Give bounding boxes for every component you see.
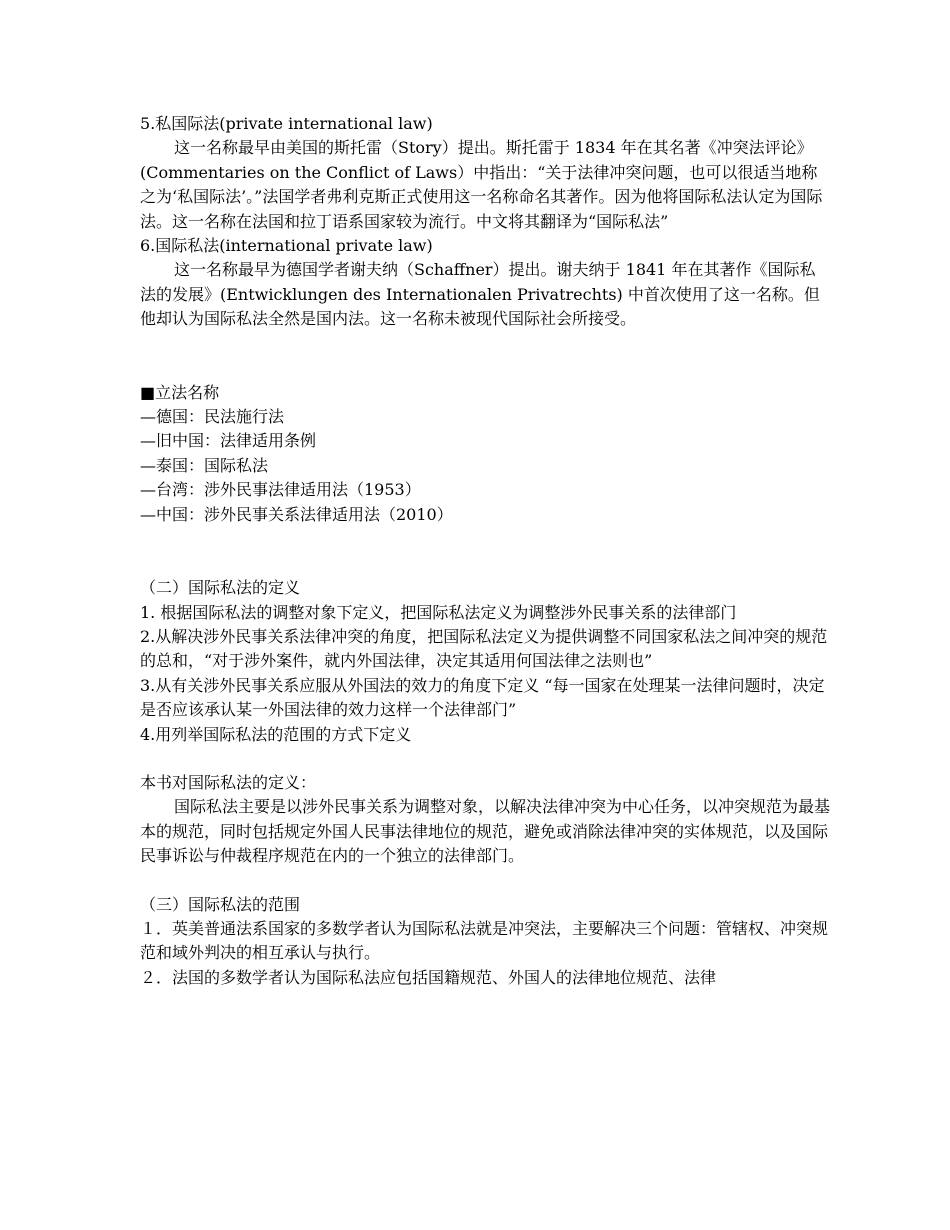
definition-item-4: 4.用列举国际私法的范围的方式下定义 — [140, 724, 412, 744]
definition-item-3: 3.从有关涉外民事关系应服从外国法的效力的角度下定义 “每一国家在处理某一法律问题时，决定是否应该承认某一外国法律的效力这样一个法律部门” — [140, 675, 825, 720]
section-5-heading: 5.私国际法(private international law) — [140, 114, 433, 133]
document-page — [140, 112, 830, 990]
spacer — [140, 747, 830, 771]
legislation-item-old-china: —旧中国：法律适用条例 — [140, 431, 317, 451]
scope-heading: （三）国际私法的范围 — [140, 894, 301, 914]
spacer — [140, 332, 830, 381]
legislation-item-thailand: —泰国：国际私法 — [140, 455, 269, 475]
section-5-body: 这一名称最早由美国的斯托雷（Story）提出。斯托雷于 1834 年在其名著《冲突法评论》(Commentaries on the Conflict of Laws）中指出：“关于法律冲突问题，也可以很适当地称之为‘私国际法’。”法国学者弗利克斯正式使用这一名称命名其著作。因为他将国际私法认定为国际法。这一名称在法国和拉丁语系国家较为流行。中文将其翻译为“国际私法” — [140, 138, 823, 231]
scope-item-2: ２．法国的多数学者认为国际私法应包括国籍规范、外国人的法律地位规范、法律 — [140, 967, 717, 987]
book-definition-heading: 本书对国际私法的定义： — [140, 772, 317, 792]
legislation-heading: ■立法名称 — [140, 382, 220, 402]
legislation-item-taiwan: —台湾：涉外民事法律适用法（1953） — [140, 480, 421, 500]
legislation-item-germany: —德国：民法施行法 — [140, 407, 285, 427]
scope-item-1: １．英美普通法系国家的多数学者认为国际私法就是冲突法，主要解决三个问题：管辖权、冲突规范和域外判决的相互承认与执行。 — [140, 918, 829, 963]
spacer — [140, 869, 830, 893]
spacer — [140, 527, 830, 576]
definition-item-2: 2.从解决涉外民事关系法律冲突的角度，把国际私法定义为提供调整不同国家私法之间冲突的规范的总和，“对于涉外案件，就内外国法律，决定其适用何国法律之法则也” — [140, 626, 828, 671]
legislation-item-china: —中国：涉外民事关系法律适用法（2010） — [140, 504, 453, 524]
definition-item-1: 1. 根据国际私法的调整对象下定义，把国际私法定义为调整涉外民事关系的法律部门 — [140, 602, 737, 622]
definition-heading: （二）国际私法的定义 — [140, 578, 301, 598]
section-6-body: 这一名称最早为德国学者谢夫纳（Schaffner）提出。谢夫纳于 1841 年在其著作《国际私法的发展》(Entwicklungen des Internationalen Privatrechts) 中首次使用了这一名称。但他却认为国际私法全然是国内法。这一名称未被现代国际社会所接受。 — [140, 260, 820, 329]
book-definition-body: 国际私法主要是以涉外民事关系为调整对象，以解决法律冲突为中心任务，以冲突规范为最基本的规范，同时包括规定外国人民事法律地位的规范，避免或消除法律冲突的实体规范，以及国际民事诉讼与仲裁程序规范在内的一个独立的法律部门。 — [140, 797, 831, 866]
section-6-heading: 6.国际私法(international private law) — [140, 236, 433, 256]
